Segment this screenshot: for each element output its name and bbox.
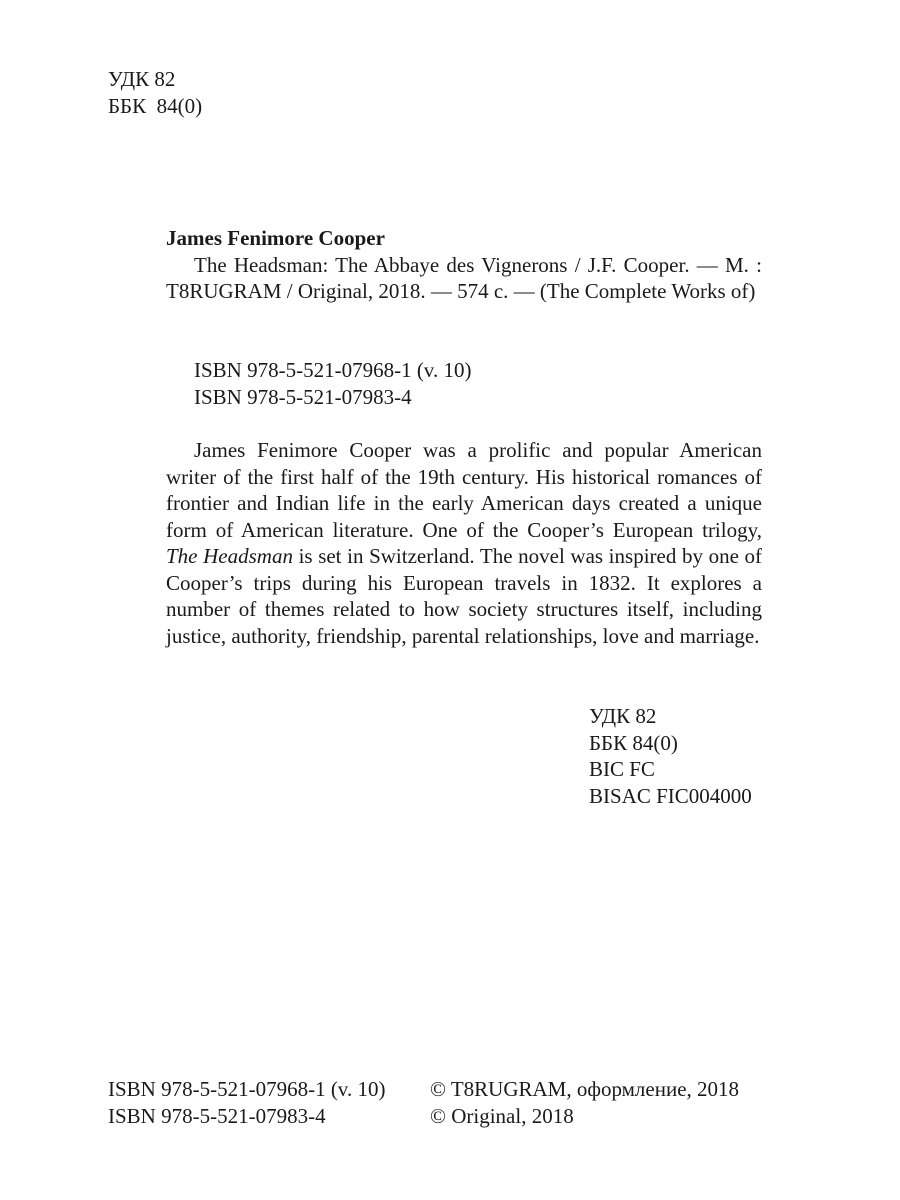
udk-code: УДК 82 xyxy=(589,704,657,728)
copyright-design: © T8RUGRAM, оформление, 2018 xyxy=(430,1077,740,1101)
annotation-paragraph xyxy=(166,437,762,649)
bibliographic-record xyxy=(166,225,762,305)
annotation-text-part2: is set in Switzerland. The novel was inspired by one of Cooper’s trips during his European travels in 1832. It explores a number of themes related to how society structures itself, including justice, authority, friendship, parental relationships, love and marriage. xyxy=(166,544,763,648)
bbk-code: ББК 84(0) xyxy=(589,730,678,755)
isbn-block xyxy=(194,357,471,410)
bic-code: BIC FC xyxy=(589,757,655,781)
bibliographic-entry: The Headsman: The Abbaye des Vignerons / J.F. Cooper. — M. : T8RUGRAM / Original, 2018. — 574 c. — (The Complete Works of) xyxy=(166,252,762,303)
bisac-code: BISAC FIC004000 xyxy=(589,783,752,808)
footer-isbn-set: ISBN 978-5-521-07983-4 xyxy=(108,1103,326,1128)
footer-isbn-list xyxy=(108,1076,385,1129)
isbn-volume: ISBN 978-5-521-07968-1 (v. 10) xyxy=(194,358,472,382)
author-name: James Fenimore Cooper xyxy=(166,226,385,250)
classification-codes xyxy=(589,703,752,809)
footer-isbn-volume: ISBN 978-5-521-07968-1 (v. 10) xyxy=(108,1077,386,1101)
isbn-set: ISBN 978-5-521-07983-4 xyxy=(194,384,412,409)
udk-code: УДК 82 xyxy=(108,67,176,91)
footer-copyright xyxy=(430,1076,739,1129)
annotation-text-part1: James Fenimore Cooper was a prolific and popular American writer of the first half of the 19th century. His historical romances of frontier and Indian life in the early American days created a unique form of American literature. One of the Cooper’s European trilogy, xyxy=(166,438,762,542)
top-classification-codes xyxy=(108,66,202,119)
annotation-book-title: The Headsman xyxy=(166,544,293,568)
copyright-original: © Original, 2018 xyxy=(430,1103,574,1128)
bbk-code: ББК 84(0) xyxy=(108,93,203,118)
